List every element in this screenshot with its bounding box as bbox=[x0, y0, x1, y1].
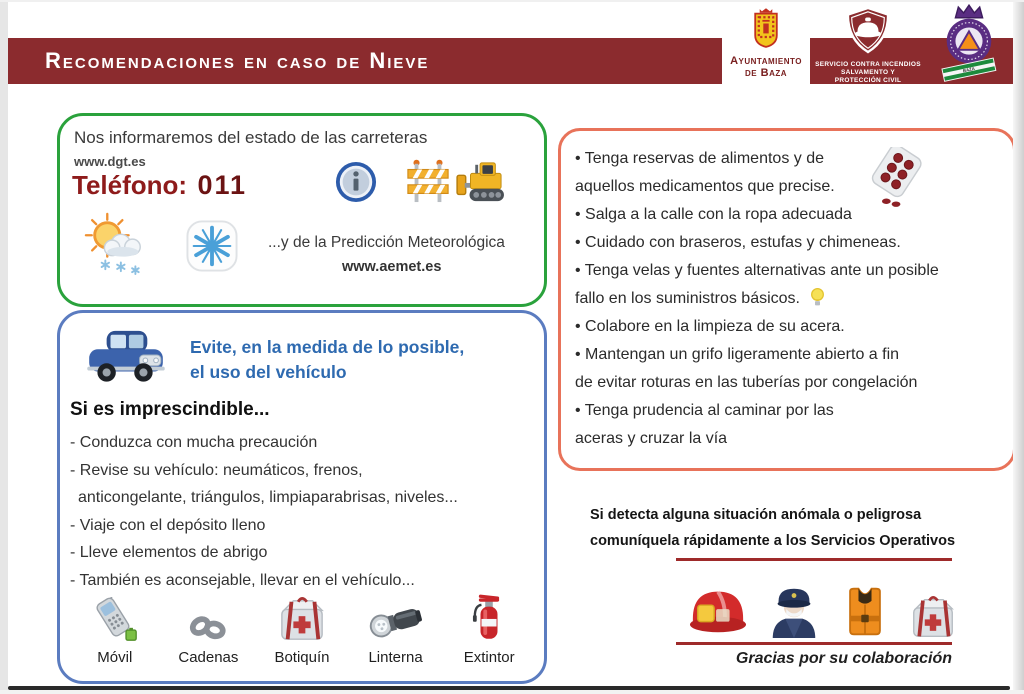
phone-number: 011 bbox=[197, 170, 248, 200]
page-edge-below bbox=[0, 690, 1024, 694]
vehicle-list bbox=[70, 429, 458, 594]
vehicle-subheading: Si es imprescindible... bbox=[70, 399, 270, 420]
page-title: Recomendaciones en caso de Nieve bbox=[45, 48, 430, 73]
report-line2: comuníquela rápidamente a los Servicios Operativos bbox=[590, 533, 956, 549]
page-edge-bottom bbox=[8, 686, 1010, 690]
fire-service-logo bbox=[812, 6, 924, 85]
police-officer-icon bbox=[766, 582, 822, 640]
fire-service-caption-line3: PROTECCIÓN CIVIL bbox=[834, 77, 902, 84]
list-item: - Viaje con el depósito lleno bbox=[70, 516, 266, 534]
roads-info-box bbox=[57, 113, 547, 307]
snow-chains-icon bbox=[186, 613, 230, 643]
vehicle-heading-line2: el uso del vehículo bbox=[190, 362, 347, 382]
kit-item-cadenas bbox=[162, 585, 256, 666]
kit-item-label: Botiquín bbox=[274, 649, 330, 666]
report-line1: Si detecta alguna situación anómala o peligrosa bbox=[590, 507, 922, 523]
list-item: - También es aconsejable, llevar en el vehículo... bbox=[70, 571, 415, 589]
advice-line: • Cuidado con braseros, estufas y chimeneas. bbox=[575, 234, 901, 251]
vehicle-box bbox=[57, 310, 547, 684]
kit-item-botiquin bbox=[255, 585, 349, 666]
advice-line: aquellos medicamentos que precise. bbox=[575, 178, 835, 195]
kit-item-linterna bbox=[349, 585, 443, 666]
report-icons-row bbox=[686, 566, 958, 640]
advice-line: de evitar roturas en las tuberías por congelación bbox=[575, 374, 918, 391]
page-edge-top bbox=[0, 0, 1024, 2]
car-icon bbox=[85, 325, 167, 387]
flashlight-icon bbox=[368, 601, 424, 643]
kit-item-label: Cadenas bbox=[178, 649, 239, 666]
lightbulb-icon bbox=[810, 287, 825, 307]
bulldozer-icon bbox=[454, 160, 508, 204]
report-text bbox=[590, 502, 980, 554]
fire-service-shield-icon bbox=[845, 6, 891, 54]
first-aid-kit-icon bbox=[908, 596, 958, 640]
advice-line: • Salga a la calle con la ropa adecuada bbox=[575, 206, 852, 223]
first-aid-kit-icon bbox=[276, 597, 328, 643]
phone-row bbox=[72, 170, 247, 201]
pc-banner-text: BAZA bbox=[962, 65, 976, 74]
vehicle-heading-line1: Evite, en la medida de lo posible, bbox=[190, 337, 465, 357]
divider-top bbox=[676, 558, 952, 561]
fire-service-caption-line2: SALVAMENTO Y bbox=[840, 69, 896, 76]
ayuntamiento-shield-icon bbox=[748, 6, 784, 50]
advice-line: • Tenga velas y fuentes alternativas ante un posible bbox=[575, 262, 939, 279]
list-item: - Conduzca con mucha precaución bbox=[70, 434, 318, 451]
list-item: anticongelante, triángulos, limpiaparabrisas, niveles... bbox=[78, 489, 458, 506]
ayuntamiento-caption-line1: Ayuntamiento bbox=[730, 55, 802, 67]
vehicle-heading bbox=[190, 335, 464, 385]
kit-item-extintor bbox=[442, 585, 536, 666]
firefighter-helmet-icon bbox=[686, 582, 750, 640]
roads-heading: Nos informaremos del estado de las carreteras bbox=[74, 128, 428, 147]
dgt-url: www.dgt.es bbox=[74, 154, 146, 169]
advice-line: aceras y cruzar la vía bbox=[575, 430, 728, 447]
kit-item-label: Móvil bbox=[97, 649, 133, 666]
sun-clouds-snow-icon bbox=[82, 212, 150, 276]
roadworks-barrier-icon bbox=[406, 156, 450, 206]
kit-item-movil bbox=[68, 585, 162, 666]
vehicle-kit-row bbox=[68, 585, 536, 666]
fire-service-caption-line1: SERVICIO CONTRA INCENDIOS bbox=[815, 61, 921, 68]
home-advice-box bbox=[558, 128, 1016, 471]
proteccion-civil-baza-logo bbox=[934, 4, 1004, 87]
list-item: - Lleve elementos de abrigo bbox=[70, 544, 268, 561]
phone-label: Teléfono: bbox=[72, 170, 188, 200]
advice-line: • Tenga reservas de alimentos y de bbox=[575, 150, 824, 167]
thanks-note: Gracias por su colaboración bbox=[735, 650, 952, 667]
page-edge-left bbox=[0, 0, 8, 694]
list-item: - Revise su vehículo: neumáticos, frenos, bbox=[70, 461, 363, 479]
fire-extinguisher-icon bbox=[472, 593, 506, 643]
ayuntamiento-caption-line2: de Baza bbox=[744, 67, 788, 79]
ayuntamiento-baza-logo bbox=[722, 4, 810, 92]
weather-note: ...y de la Predicción Meteorológica bbox=[268, 234, 505, 251]
advice-line: • Colabore en la limpieza de su acera. bbox=[575, 318, 845, 335]
divider-bottom bbox=[676, 642, 952, 645]
advice-line: • Tenga prudencia al caminar por las bbox=[575, 402, 834, 419]
snowflake-icon bbox=[186, 220, 238, 272]
life-vest-icon bbox=[838, 584, 892, 640]
page-edge-right bbox=[1013, 0, 1024, 694]
mobile-phone-icon bbox=[91, 597, 139, 643]
kit-item-label: Extintor bbox=[463, 649, 515, 666]
home-advice-list bbox=[575, 145, 1003, 453]
info-icon bbox=[335, 161, 377, 203]
aemet-url: www.aemet.es bbox=[342, 259, 442, 275]
proteccion-civil-badge-icon bbox=[937, 4, 1001, 82]
advice-line: • Mantengan un grifo ligeramente abierto a fin bbox=[575, 346, 900, 363]
advice-line: fallo en los suministros básicos. bbox=[575, 285, 1003, 313]
kit-item-label: Linterna bbox=[368, 649, 423, 666]
